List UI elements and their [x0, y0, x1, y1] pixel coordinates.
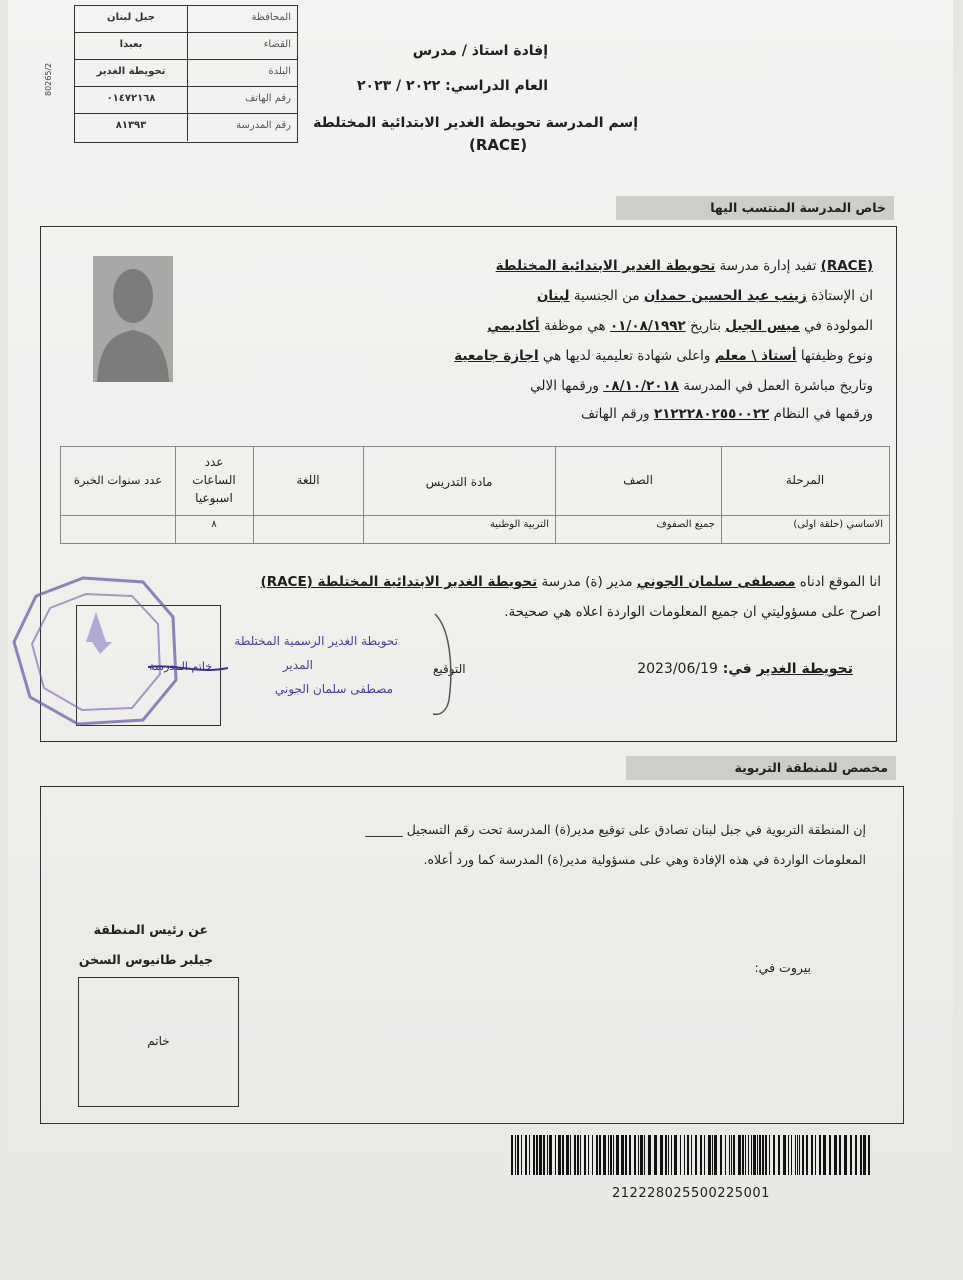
- body-line-4: ونوع وظيفتها أستاذ \ معلم واعلى شهادة تعليمية لديها هي اجازة جامعية: [454, 348, 873, 364]
- info-value: تحويطة الغدير: [96, 66, 166, 77]
- header-experience-years: عدد سنوات الخبرة: [73, 473, 163, 487]
- info-value: جبل لبنان: [107, 12, 155, 23]
- info-row: [75, 114, 297, 141]
- info-row: [75, 60, 297, 87]
- stamp-school-name: تحويطة الغدير الرسمية المختلطة: [234, 634, 398, 648]
- info-row: [75, 87, 297, 114]
- header-weekly-hours: عدد الساعات اسبوعيا: [192, 455, 236, 505]
- region-head-name: جيلبر طانيوس السخن: [78, 952, 213, 967]
- info-key: رقم المدرسة: [187, 114, 297, 141]
- body-line-5: وتاريخ مباشرة العمل في المدرسة ٠٨/١٠/٢٠١٨ ورقمها الالي: [530, 378, 873, 394]
- header-stage: المرحلة: [785, 473, 825, 487]
- cell-subject: التربية الوطنية: [489, 519, 549, 530]
- school-name: إسم المدرسة تحويطة الغدير الابتدائية المختلطة: [313, 115, 638, 131]
- info-key: رقم الهاتف: [187, 87, 297, 113]
- region-line-2: المعلومات الواردة في هذه الإفادة وهي على مسؤولية مدير(ة) المدرسة كما ورد أعلاه.: [423, 852, 866, 867]
- body-line-3: المولودة في ميس الجبل بتاريخ ٠١/٠٨/١٩٩٢ هي موظفة أكاديمي: [487, 318, 873, 334]
- teaching-table: [60, 446, 890, 544]
- beirut-date-label: بيروت في:: [754, 960, 811, 975]
- section-school-title: خاص المدرسة المنتسب اليها: [616, 196, 894, 220]
- declaration-line-2: اصرح على مسؤوليتي ان جميع المعلومات الواردة اعلاه هي صحيحة.: [504, 604, 881, 620]
- header-language: اللغة: [296, 473, 320, 487]
- header-class: الصف: [623, 473, 653, 487]
- region-head-title: عن رئيس المنطقة: [93, 922, 208, 937]
- official-seal-icon: [8, 572, 238, 732]
- barcode-number: 212228025500225001: [612, 1186, 770, 1201]
- person-photo-placeholder: [93, 256, 173, 382]
- stamp-title: المدير: [282, 658, 313, 672]
- body-line-6: ورقمها في النظام ٢١٢٢٢٨٠٢٥٥٠٠٢٢ ورقم الهاتف: [580, 406, 873, 422]
- info-value: ٠١٤٧٢١٦٨: [106, 93, 156, 104]
- stamp-box-label: خاتم المدرسة: [149, 660, 212, 673]
- document-page: [8, 0, 953, 1280]
- cell-class: جميع الصفوف: [656, 519, 715, 530]
- region-line-1: إن المنطقة التربوية في جبل لبنان تصادق على توقيع مدير(ة) المدرسة تحت رقم التسجيل ______: [365, 822, 866, 837]
- body-line-2: ان الإستاذة زينب عبد الحسين حمدان من الجنسية لبنان: [536, 288, 873, 304]
- cell-stage: الاساسي (حلقة اولى): [793, 519, 883, 530]
- document-title: إفادة استاذ / مدرس: [412, 43, 548, 59]
- barcode-icon: [511, 1135, 874, 1175]
- info-row: [75, 6, 297, 33]
- cell-hours: ٨: [211, 519, 217, 530]
- header-subject: مادة التدريس: [425, 475, 493, 489]
- school-info-table: [74, 5, 298, 143]
- declaration-date-line: تحويطة الغدير في: 2023/06/19: [637, 661, 853, 677]
- side-code: 80265/2: [44, 62, 53, 96]
- info-key: البلدة: [187, 60, 297, 86]
- info-value: بعبدا: [119, 39, 143, 50]
- signature-label: التوقيع: [433, 662, 466, 676]
- info-key: القضاء: [187, 33, 297, 59]
- region-stamp-box: [78, 977, 239, 1107]
- declaration-line-1: انا الموقع ادناه مصطفى سلمان الجوني مدير (ة) مدرسة تحويطة الغدير الابتدائية المختلطة (RACE): [260, 574, 881, 590]
- signature-bracket-icon: [423, 610, 463, 720]
- info-value: ٨١٣٩٣: [115, 120, 147, 131]
- info-row: [75, 33, 297, 60]
- stamp-director-name: مصطفى سلمان الجوني: [274, 682, 393, 696]
- race-label: (RACE): [469, 136, 528, 154]
- info-key: المحافظة: [187, 6, 297, 32]
- school-year: العام الدراسي: ٢٠٢٢ / ٢٠٢٣: [356, 78, 548, 94]
- region-stamp-label: خاتم: [147, 1034, 170, 1048]
- body-line-1: (RACE) تفيد إدارة مدرسة تحويطة الغدير الابتدائية المختلطة: [495, 258, 873, 274]
- section-region-title: مخصص للمنطقة التربوية: [626, 756, 896, 780]
